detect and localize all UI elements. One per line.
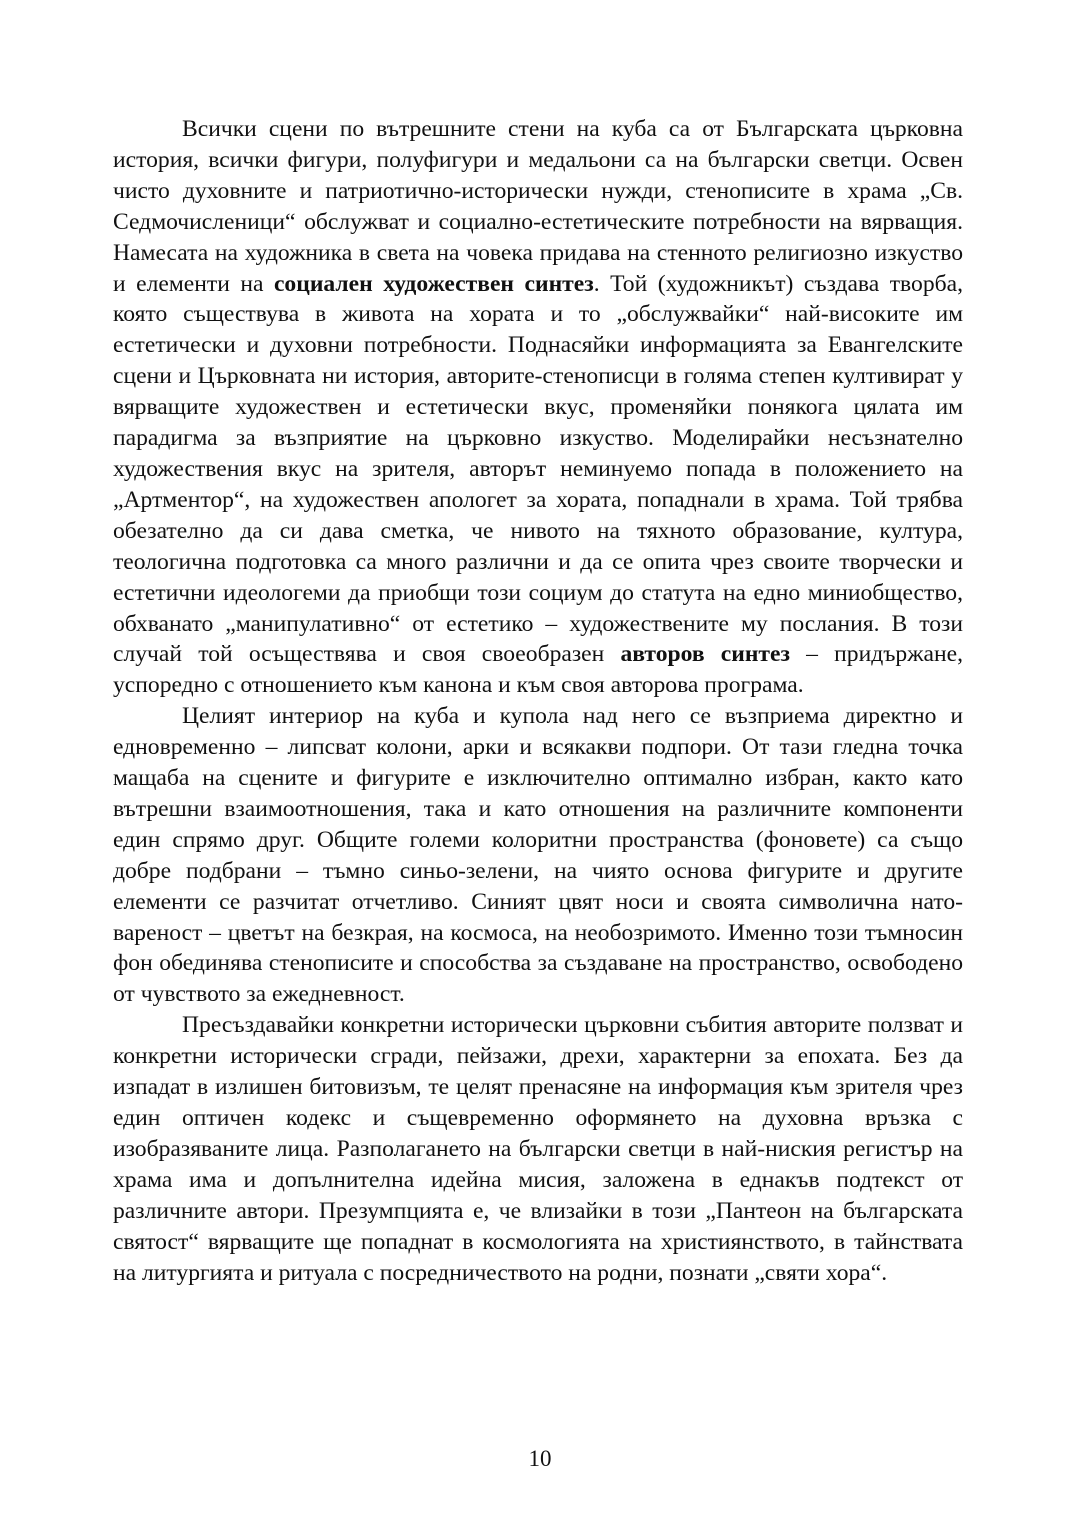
paragraph-2 — [113, 701, 963, 1010]
bold-term-author-synthesis: авторов синтез — [620, 641, 790, 668]
paragraph-3-text: Пресъздавайки конкретни исторически църковни събития авторите ползват и конкретни исторически сгради, пейзажи, дрехи, характерни за епохата. Без да изпадат в излишен битовизъм, те целят пренасяне на информация към зрителя чрез един оптичен кодекс и същевременно оформянето на духовна връзка с изобразяваните лица. Разполагането на български светци в най-ниския регистър на храма има и допълнителна идейна мисия, заложена в еднакъв подтекст от различните автори. Презумпцията е, че влизайки в този „Пантеон на българската святост“ вярващите ще попаднат в космологията на християнството, в тайнствата на литургията и ритуала с посредничеството на родни, познати „святи хора“. — [113, 1012, 963, 1286]
body-text — [113, 114, 963, 1288]
paragraph-1 — [113, 114, 963, 701]
paragraph-1-text-1: Всички сцени по вътрешните стени на куба са от Българската църковна история, всички фигури, полуфигури и медальони са на български светци. Освен чисто духовните и патриотично-исторически нужди, стенописите в храма „Св. Седмочисленици“ обслужват и социално-естетическите потребности на вярващия. Намесата на художника в света на човека придава на стенното религиозно изкуство и елементи на — [113, 116, 963, 297]
paragraph-2-text: Целият интериор на куба и купола над него се възприема директно и едновременно – липсват колони, арки и всякакви подпори. От тази гледна точка мащаба на сцените и фигурите е изключително оптимално избран, както като вътрешни взаимоотношения, така и като отношения на различните компоненти един спрямо друг. Общите големи колоритни пространства (фоновете) са също добре подбрани – тъмно синьо-зелени, на чиято основа фигурите и другите елементи се разчитат отчетливо. Синият цвят носи и своята символична натовареност – цветът на безкрая, на космоса, на необозримото. Именно този тъмносин фон обединява стенописите и способства за създаване на пространство, освободено от чувството за ежедневност. — [113, 703, 963, 1008]
bold-term-social-artistic-synthesis: социален художествен синтез — [273, 270, 594, 297]
paragraph-1-text-2: . Той (художникът) създава творба, която съществува в живота на хората и то „обслужвайки“ най-високите им естетически и духовни потребности. Поднасяйки информацията за Евангелските сцени и Църковната ни история, авторите-стенописци в голяма степен култивират у вярващите художествен и естетически вкус, променяйки понякога цялата им парадигма за възприятие на църковно изкуство. Моделирайки несъзнателно художествения вкус на зрителя, авторът неминуемо попада в положението на „Артментор“, на художествен апологет за хората, попаднали в храма. Той трябва обезателно да си дава сметка, че нивото на тяхното образование, култура, теологична подготовка са много различни и да се опита чрез своите творчески и естетични идеологеми да приобщи този социум до статута на едно миниобщество, обхванато „манипулативно“ от естетико – художествените му послания. В този случай той осъществява и своя своеобразен — [113, 270, 964, 668]
paragraph-3 — [113, 1010, 963, 1288]
page-number: 10 — [528, 1446, 552, 1471]
paragraph-1-text-3: – придържане, успоредно с отношението към канона и към своя авторова програма. — [113, 641, 964, 699]
